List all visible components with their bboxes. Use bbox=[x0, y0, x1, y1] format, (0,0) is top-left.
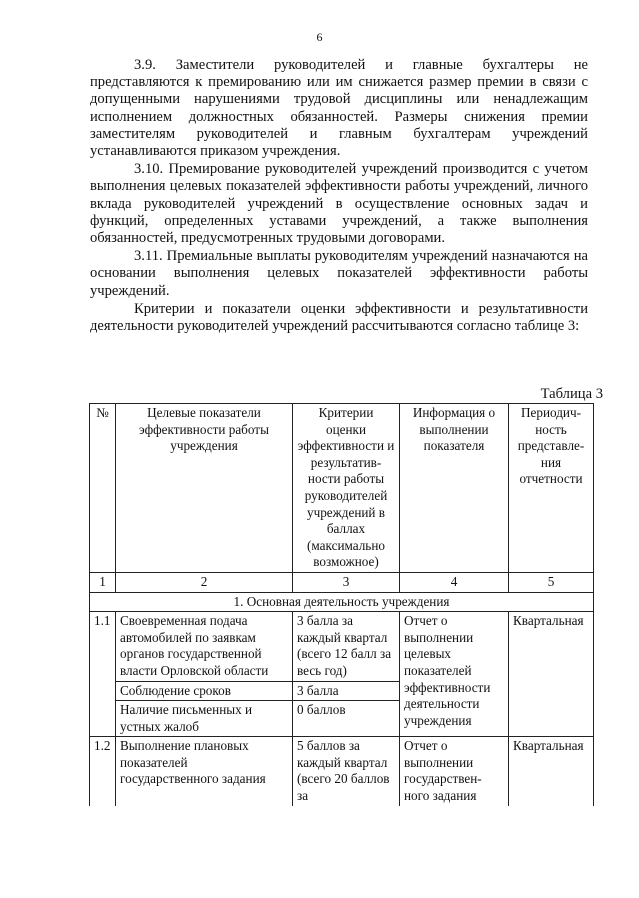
info-cell: Отчет о выполнении государствен-ного задания bbox=[400, 737, 509, 806]
row-number: 1.2 bbox=[90, 737, 116, 806]
column-number-row bbox=[90, 572, 594, 592]
table-row bbox=[90, 737, 594, 806]
section-title: 1. Основная деятельность учреждения bbox=[90, 592, 594, 612]
indicator-cell: Выполнение плановых показателей государственного задания bbox=[116, 737, 293, 806]
section-row bbox=[90, 592, 594, 612]
row-number: 1.1 bbox=[90, 612, 116, 737]
paragraph-3-11: 3.11. Премиальные выплаты руководителям учреждений назначаются на основании выполнения целевых показателей эффективности работы учреждений. bbox=[90, 248, 588, 299]
header-indicators: Целевые показатели эффективности работы учреждения bbox=[116, 404, 293, 573]
indicator-cell: Своевременная подача автомобилей по заявкам органов государственной власти Орловской области bbox=[116, 612, 293, 681]
period-cell: Квартальная bbox=[509, 737, 594, 806]
column-number: 5 bbox=[509, 572, 594, 592]
criteria-table bbox=[89, 403, 594, 806]
criterion-cell: 0 баллов bbox=[293, 701, 400, 737]
info-cell: Отчет о выполнении целевых показателей эффективности деятельности учреждения bbox=[400, 612, 509, 737]
column-number: 3 bbox=[293, 572, 400, 592]
header-number: № bbox=[90, 404, 116, 573]
paragraph-3-10: 3.10. Премирование руководителей учреждений производится с учетом выполнения целевых показателей эффективности работы учреждений, личного вклада руководителей учреждений в осуществление основных задач и функций, определенных уставами учреждений, а также выполнения обязанностей, предусмотренных трудовыми договорами. bbox=[90, 161, 588, 247]
criterion-cell: 5 баллов за каждый квартал (всего 20 баллов за bbox=[293, 737, 400, 806]
criterion-cell: 3 балла bbox=[293, 681, 400, 701]
document-body bbox=[90, 57, 588, 336]
table-header-row bbox=[90, 404, 594, 573]
table-row bbox=[90, 612, 594, 681]
paragraph-criteria: Критерии и показатели оценки эффективности и результативности деятельности руководителей учреждений рассчитываются согласно таблице 3: bbox=[90, 300, 588, 335]
paragraph-3-9: 3.9. Заместители руководителей и главные бухгалтеры не представляются к премированию или им снижается размер премии в связи с допущенными нарушениями трудовой дисциплины или ненадлежащим исполнением должностных обязанностей. Размеры снижения премии заместителям руководителей и главным бухгалтерам учреждений устанавливаются приказом учреждения. bbox=[90, 57, 588, 160]
table-caption: Таблица 3 bbox=[540, 386, 603, 402]
header-criteria: Критерии оценки эффективности и результатив-ности работы руководителей учреждений в баллах (максимально возможное) bbox=[293, 404, 400, 573]
column-number: 2 bbox=[116, 572, 293, 592]
criterion-cell: 3 балла за каждый квартал (всего 12 балл за весь год) bbox=[293, 612, 400, 681]
period-cell: Квартальная bbox=[509, 612, 594, 737]
header-periodicity: Периодич-ность представле-ния отчетности bbox=[509, 404, 594, 573]
indicator-cell: Соблюдение сроков bbox=[116, 681, 293, 701]
indicator-cell: Наличие письменных и устных жалоб bbox=[116, 701, 293, 737]
header-information: Информация о выполнении показателя bbox=[400, 404, 509, 573]
page-number: 6 bbox=[316, 30, 323, 44]
column-number: 1 bbox=[90, 572, 116, 592]
column-number: 4 bbox=[400, 572, 509, 592]
